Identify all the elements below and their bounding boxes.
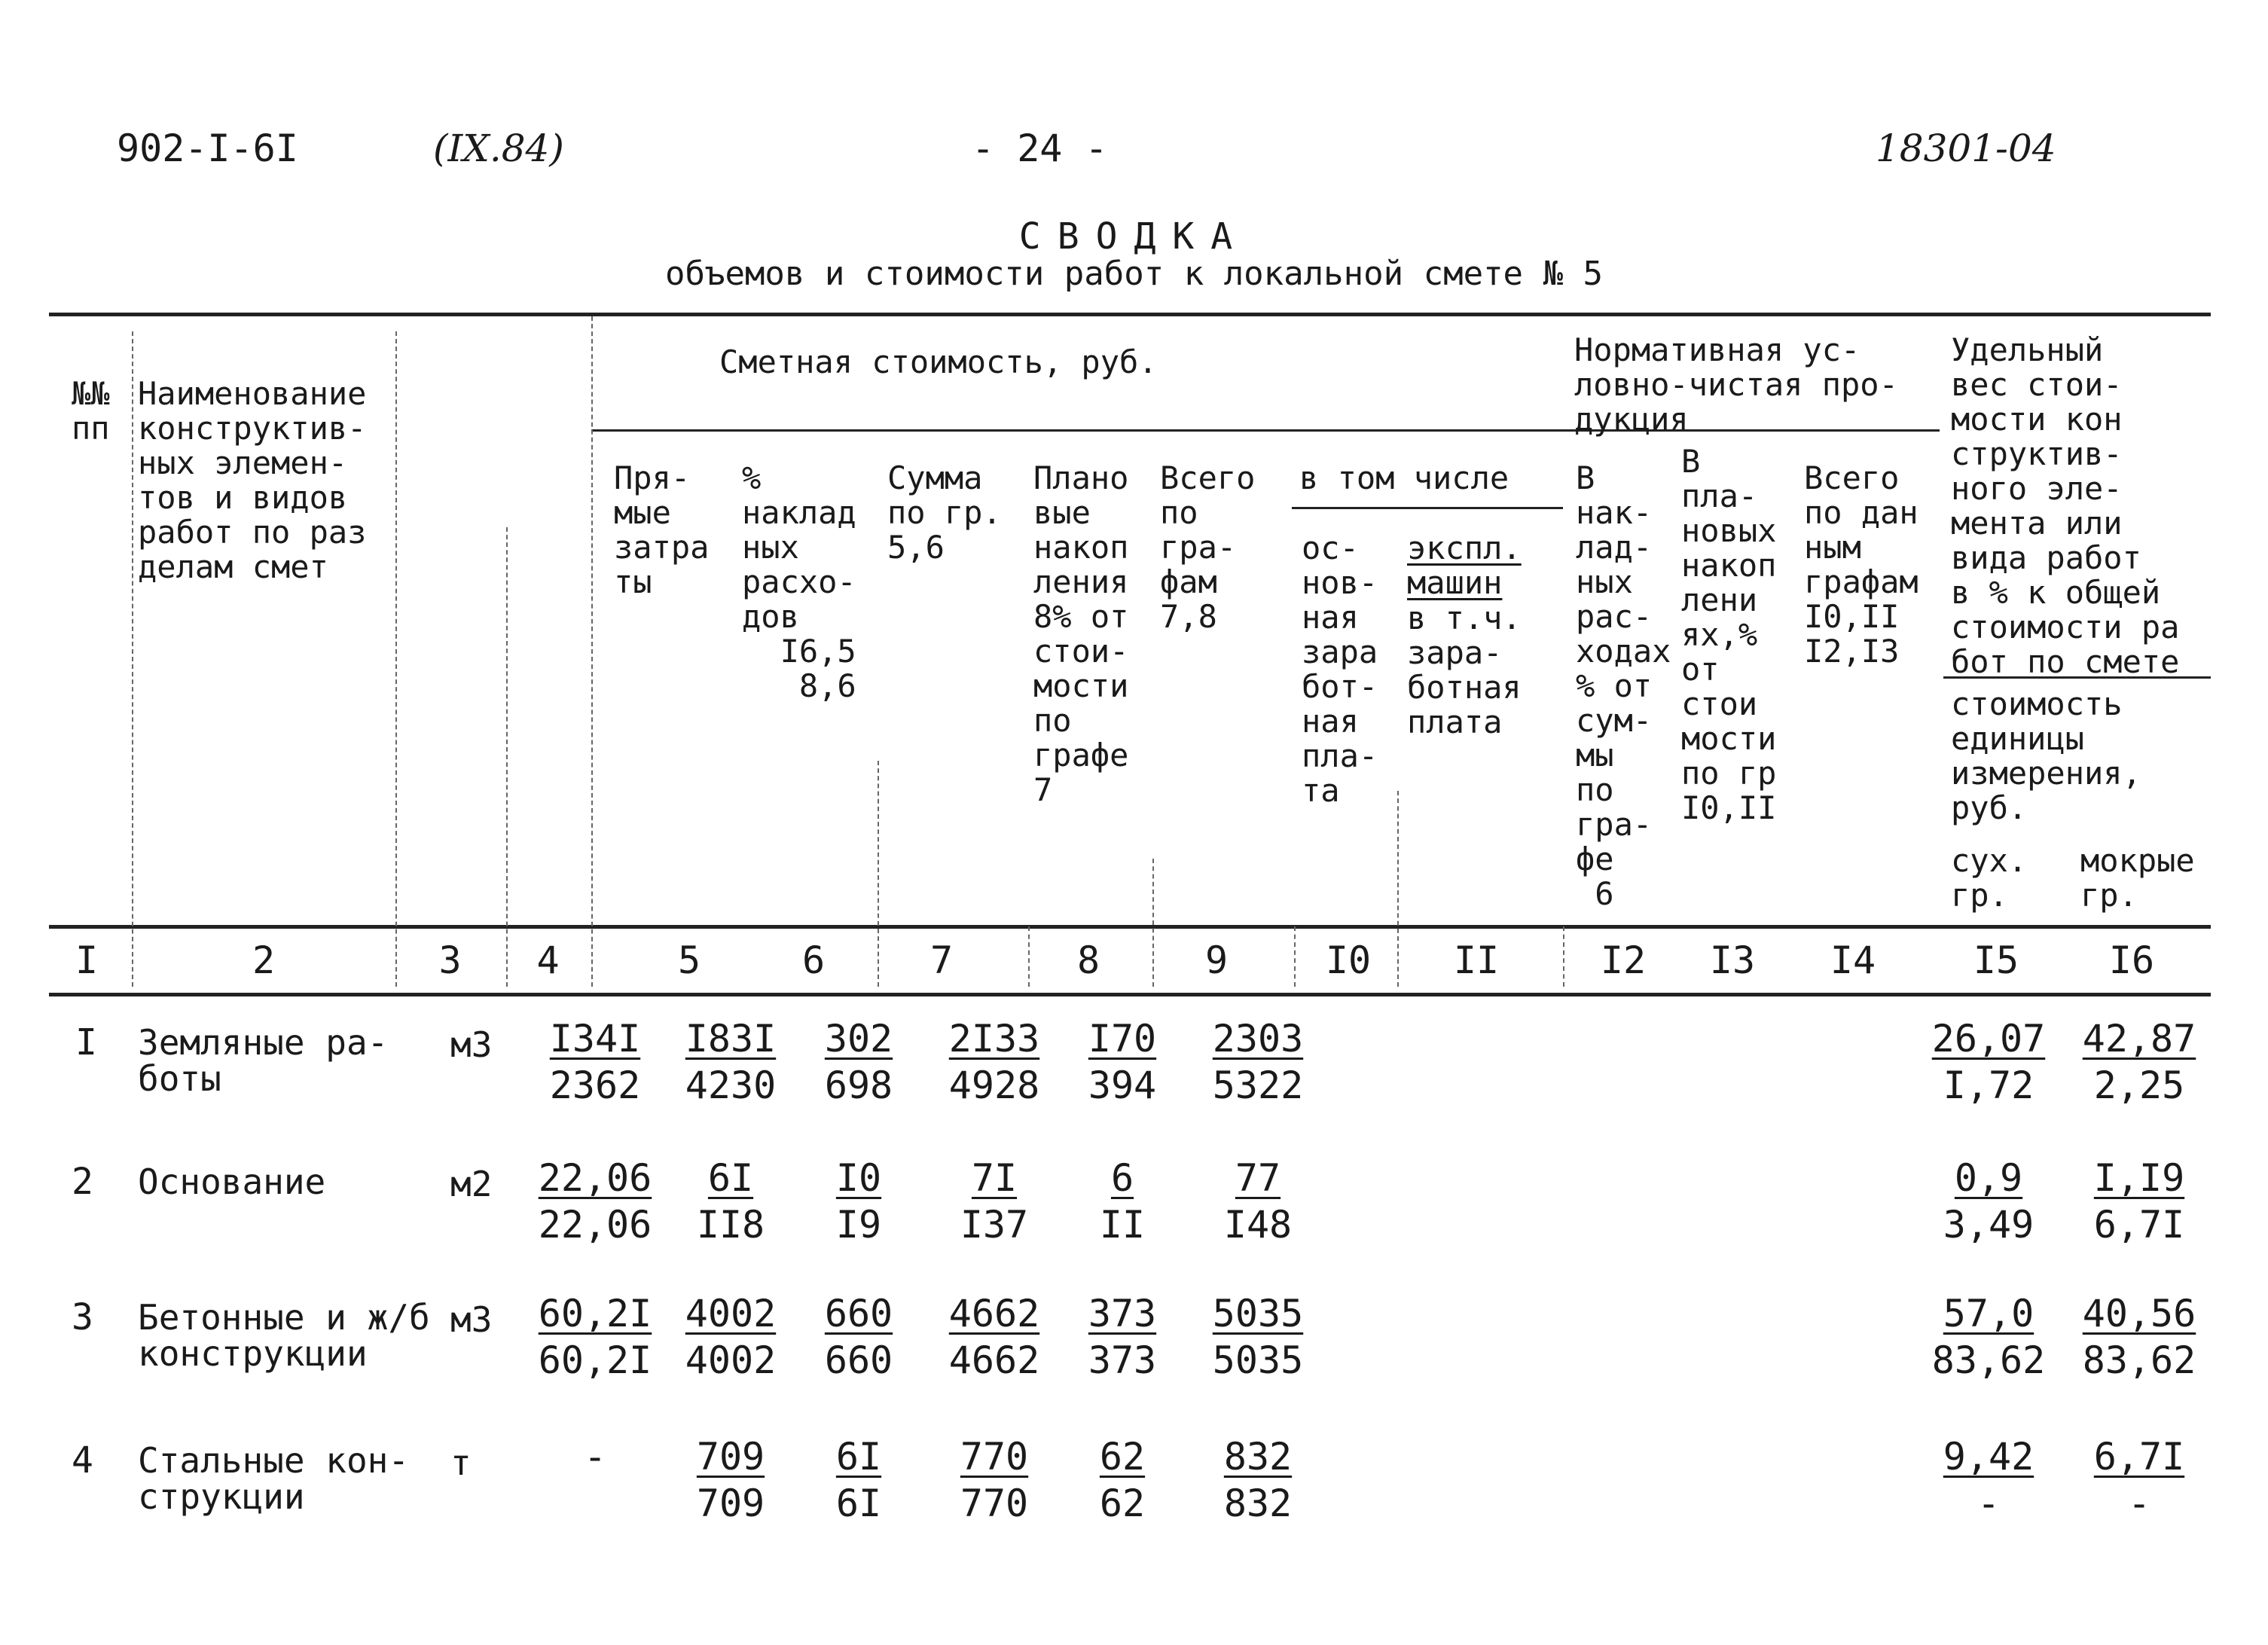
cell-numerator: 4662 [948, 1292, 1040, 1335]
header-group-norm: Нормативная ус- ловно-чистая про- дукция [1574, 331, 1898, 438]
fraction-cell-c15 [1913, 1290, 2064, 1384]
cell-denominator: 660 [824, 1338, 893, 1382]
row-unit: м3 [450, 1299, 493, 1340]
cell-numerator: 373 [1088, 1292, 1157, 1335]
cell-denominator: 4928 [948, 1064, 1040, 1107]
header-col12: В нак- лад- ных рас- ходах % от сум- мы по гра- фе 6 [1576, 459, 1671, 912]
cell-numerator: I83I [685, 1017, 777, 1061]
col-divider [1397, 791, 1399, 987]
col-divider [132, 331, 133, 987]
cell-numerator: 709 [696, 1435, 765, 1479]
cell-denominator: - [2127, 1482, 2151, 1525]
cell-denominator: 60,2I [538, 1338, 652, 1382]
fraction-cell-c5 [663, 1015, 798, 1109]
column-number: 6 [801, 938, 826, 982]
header-col14: Всего по дан ным графам I0,II I2,I3 [1804, 459, 1918, 670]
fraction-cell-c8 [1070, 1433, 1175, 1527]
cell-numerator: 40,56 [2082, 1292, 2196, 1335]
cell-denominator: 373 [1088, 1338, 1157, 1382]
cell-numerator: 302 [824, 1017, 893, 1061]
fraction-cell-c15 [1913, 1433, 2064, 1527]
row-unit: т [450, 1442, 472, 1483]
cell-numerator: 832 [1223, 1435, 1293, 1479]
col-divider [395, 331, 397, 987]
row-number: 2 [72, 1161, 93, 1203]
header-group-cost: Сметная стоимость, руб. [719, 343, 1158, 380]
colnum-bottom-rule [49, 993, 2211, 996]
row-name: Стальные кон- струкции [138, 1440, 410, 1517]
column-number: I [75, 938, 99, 982]
edition-code: (IX.84) [433, 127, 564, 170]
fraction-cell-c16 [2079, 1015, 2199, 1109]
fraction-cell-c16 [2079, 1433, 2199, 1527]
cell-numerator: 5035 [1212, 1292, 1304, 1335]
column-number: II [1453, 938, 1500, 982]
row-number: 4 [72, 1439, 93, 1482]
cell-denominator: I48 [1223, 1203, 1293, 1247]
fraction-cell-c7 [934, 1290, 1055, 1384]
cell-numerator: 770 [960, 1435, 1029, 1479]
cell-denominator: 4662 [948, 1338, 1040, 1382]
header-col11-top: экспл. машин [1407, 530, 1522, 601]
col-divider [591, 316, 593, 987]
fraction-cell-c7 [934, 1433, 1055, 1527]
cell-numerator: I0 [835, 1156, 882, 1200]
fraction-cell-c6 [806, 1015, 911, 1109]
fraction-cell-c4 [527, 1015, 663, 1109]
cell-numerator: 42,87 [2082, 1017, 2196, 1061]
fraction-cell-c6 [806, 1290, 911, 1384]
header-col9: Всего по гра- фам 7,8 [1160, 459, 1256, 635]
cell-denominator: 832 [1223, 1482, 1293, 1525]
cell-numerator: 26,07 [1931, 1017, 2046, 1061]
cell-denominator: 22,06 [538, 1203, 652, 1247]
column-number: I4 [1830, 938, 1876, 982]
cell-denominator: 770 [960, 1482, 1029, 1525]
cell-numerator: 2303 [1212, 1017, 1304, 1061]
col-divider [1294, 926, 1296, 987]
fraction-cell-c9 [1198, 1155, 1318, 1248]
column-number: 3 [438, 938, 462, 982]
fraction-cell-c9 [1198, 1015, 1318, 1109]
header-col1: №№ пп [72, 375, 110, 447]
cell-denominator: - [1976, 1482, 2001, 1525]
fraction-cell-c4 [527, 1155, 663, 1248]
cell-denominator: 83,62 [1931, 1338, 2046, 1382]
cell-numerator: 6I [707, 1156, 754, 1200]
fraction-cell-c8 [1070, 1155, 1175, 1248]
document-title: СВОДКА [1018, 215, 1250, 258]
cell-numerator: 7I [971, 1156, 1018, 1200]
fraction-cell-c9 [1198, 1290, 1318, 1384]
col-divider [1563, 926, 1564, 987]
cell-denominator: 394 [1088, 1064, 1157, 1107]
cell-denominator: 4230 [685, 1064, 777, 1107]
cell-numerator: I34I [549, 1017, 641, 1061]
row-unit: м2 [450, 1164, 493, 1204]
fraction-cell-c4 [527, 1290, 663, 1384]
cell-denominator: 5322 [1212, 1064, 1304, 1107]
fraction-cell-c5 [663, 1155, 798, 1248]
fraction-cell-c5 [663, 1433, 798, 1527]
cell-numerator: 6 [1110, 1156, 1134, 1200]
cell-numerator: 77 [1235, 1156, 1281, 1200]
fraction-cell-c8 [1070, 1015, 1175, 1109]
cell-numerator: 62 [1099, 1435, 1146, 1479]
fraction-cell-c15 [1913, 1155, 2064, 1248]
header-group-weight: Удельный вес стои- мости кон структив- ного эле- мента или вида работ в % к общей стоимости ра бот по смете [1951, 331, 2180, 680]
fraction-cell-c4 [527, 1433, 663, 1527]
incl-group-rule [1292, 507, 1563, 509]
cell-denominator: 709 [696, 1482, 765, 1525]
table-top-rule [49, 313, 2211, 316]
cell-denominator: II8 [696, 1203, 765, 1247]
fraction-cell-c16 [2079, 1155, 2199, 1248]
row-name: Основание [138, 1161, 326, 1202]
row-name: Бетонные и ж/б конструкции [138, 1297, 430, 1374]
header-group-incl: в том числе [1299, 459, 1509, 496]
fraction-cell-c7 [934, 1015, 1055, 1109]
column-number: I5 [1973, 938, 2019, 982]
column-number: 2 [252, 938, 276, 982]
cell-denominator: I9 [835, 1203, 882, 1247]
cell-numerator: I,I9 [2093, 1156, 2185, 1200]
header-col2: Наименование конструктив- ных элемен- тов и видов работ по раз делам смет [138, 375, 367, 585]
col-divider [878, 761, 879, 987]
cell-denominator [527, 1480, 663, 1527]
cell-numerator: 22,06 [538, 1156, 652, 1200]
cell-denominator: 6,7I [2093, 1203, 2185, 1247]
row-name: Земляные ра- боты [138, 1022, 389, 1099]
cell-numerator: 2I33 [948, 1017, 1040, 1061]
header-col15: сух. гр. [1951, 842, 2028, 914]
cell-denominator: 698 [824, 1064, 893, 1107]
cell-numerator: 660 [824, 1292, 893, 1335]
cell-numerator: I70 [1088, 1017, 1157, 1061]
col-divider [506, 527, 508, 987]
header-unit-cost: стоимость единицы измерения, руб. [1951, 685, 2141, 826]
fraction-cell-c9 [1198, 1433, 1318, 1527]
cell-denominator: I,72 [1943, 1064, 2034, 1107]
column-number: I6 [2108, 938, 2155, 982]
fraction-cell-c6 [806, 1433, 911, 1527]
header-col10: ос- нов- ная зара бот- ная пла- та [1302, 530, 1378, 809]
fraction-cell-c16 [2079, 1290, 2199, 1384]
column-number: 8 [1076, 938, 1100, 982]
cell-denominator: 6I [835, 1482, 882, 1525]
cell-denominator: I37 [960, 1203, 1029, 1247]
cell-numerator: 4002 [685, 1292, 777, 1335]
header-col5: Пря- мые затра ты [614, 459, 710, 600]
cell-numerator: 6I [835, 1435, 882, 1479]
column-number: I3 [1709, 938, 1756, 982]
cell-denominator: 62 [1099, 1482, 1146, 1525]
column-number: 4 [536, 938, 560, 982]
fraction-cell-c15 [1913, 1015, 2064, 1109]
header-col7: Сумма по гр. 5,6 [887, 459, 1002, 566]
header-bottom-rule [49, 925, 2211, 929]
column-number: I2 [1600, 938, 1647, 982]
sheet-code: 18301-04 [1876, 127, 2056, 170]
page-number: - 24 - [972, 127, 1108, 170]
cell-denominator: 3,49 [1943, 1203, 2034, 1247]
row-number: I [75, 1021, 97, 1064]
row-unit: м3 [450, 1024, 493, 1065]
fraction-cell-c7 [934, 1155, 1055, 1248]
column-number: 7 [929, 938, 954, 982]
header-col16: мокрые гр. [2080, 842, 2195, 914]
header-col6: % наклад ных расхо- дов I6,5 8,6 [742, 459, 856, 704]
row-number: 3 [72, 1296, 93, 1338]
cell-numerator: 0,9 [1954, 1156, 2023, 1200]
document-subtitle: объемов и стоимости работ к локальной смете № 5 [664, 255, 1604, 293]
fraction-cell-c8 [1070, 1290, 1175, 1384]
doc-code: 902-I-6I [117, 127, 298, 170]
cell-denominator: II [1099, 1203, 1146, 1247]
cell-denominator: 5035 [1212, 1338, 1304, 1382]
cell-numerator: 60,2I [538, 1292, 652, 1335]
fraction-cell-c6 [806, 1155, 911, 1248]
cell-numerator: - [583, 1435, 607, 1479]
cell-numerator: 6,7I [2093, 1435, 2185, 1479]
cell-numerator: 57,0 [1943, 1292, 2034, 1335]
cell-denominator: 83,62 [2082, 1338, 2196, 1382]
header-col8: Плано вые накоп ления 8% от стои- мости по графе 7 [1033, 459, 1129, 808]
cell-denominator: 2362 [549, 1064, 641, 1107]
cell-denominator: 4002 [685, 1338, 777, 1382]
column-number: 9 [1204, 938, 1229, 982]
cell-denominator: 2,25 [2093, 1064, 2185, 1107]
column-number: I0 [1325, 938, 1372, 982]
header-col11-bottom: в т.ч. зара- ботная плата [1407, 600, 1522, 740]
fraction-cell-c5 [663, 1290, 798, 1384]
col-divider [1152, 859, 1154, 987]
col-divider [1028, 926, 1030, 987]
cell-numerator: 9,42 [1943, 1435, 2034, 1479]
header-col13: В пла- новых накоп лени ях,% от стои мости по гр I0,II [1681, 443, 1777, 826]
column-number: 5 [677, 938, 701, 982]
